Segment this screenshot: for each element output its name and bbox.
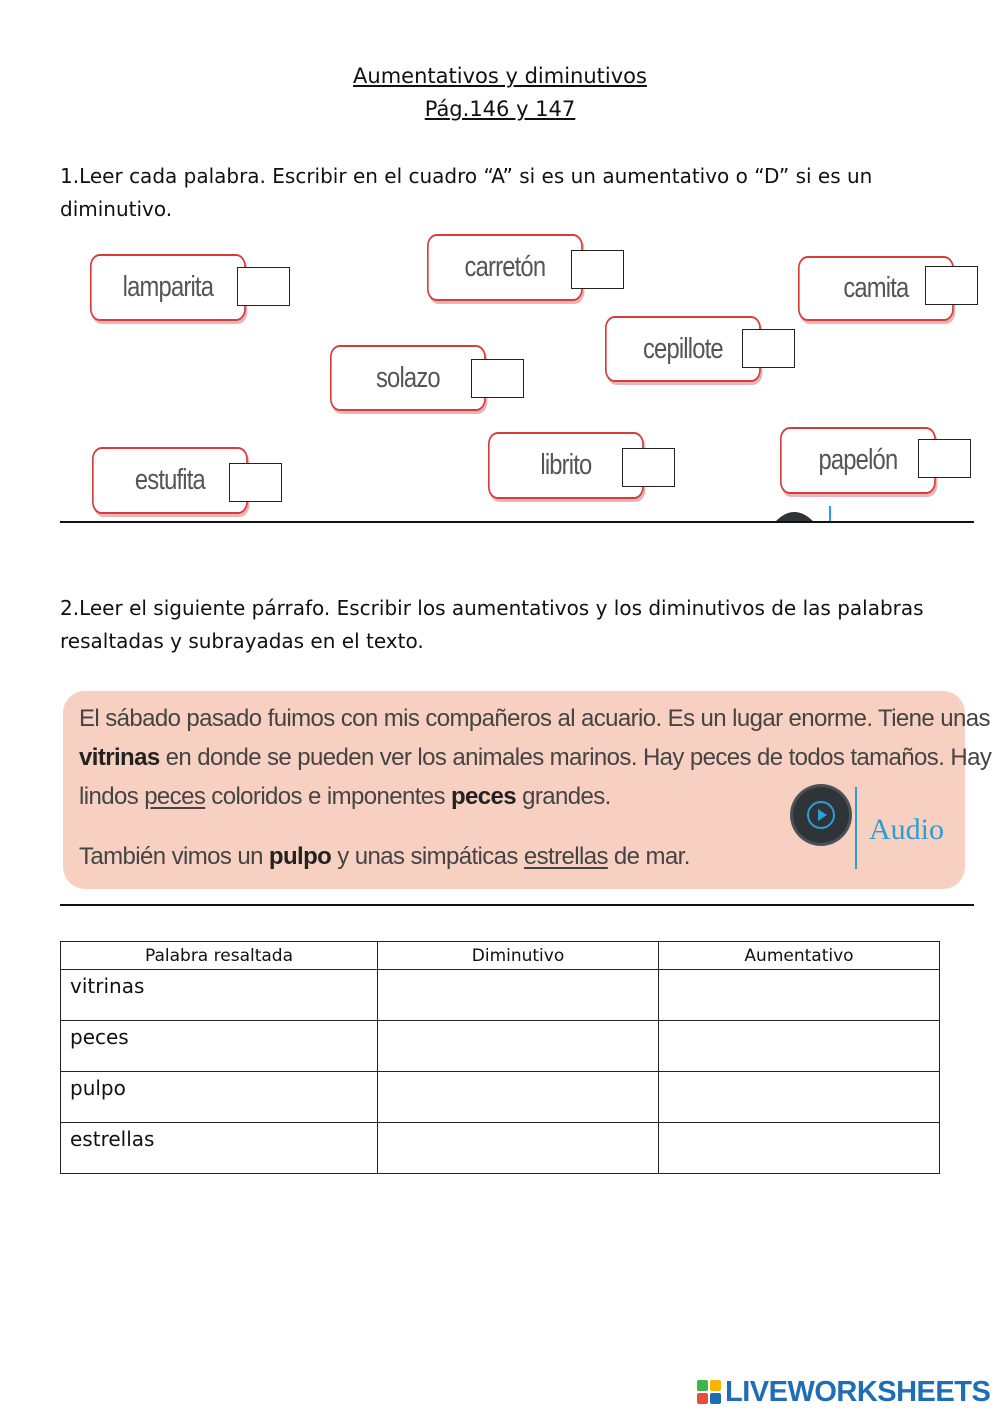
answer-box[interactable]	[237, 267, 290, 306]
word-cell: pulpo	[61, 1072, 378, 1123]
table-row	[61, 1021, 940, 1072]
word-card: lamparita	[90, 254, 246, 321]
diminutive-input[interactable]	[378, 1123, 659, 1174]
table-row	[61, 1072, 940, 1123]
audio-label[interactable]: Audio	[869, 813, 944, 846]
column-header: Aumentativo	[659, 942, 940, 970]
column-header: Palabra resaltada	[61, 942, 378, 970]
exercise1-instruction: 1.Leer cada palabra. Escribir en el cuadro “A” si es un aumentativo o “D” si es un diminutivo.	[60, 164, 873, 221]
augmentative-input[interactable]	[659, 1021, 940, 1072]
passage-line: lindos peces coloridos e imponentes peces grandes.	[79, 783, 611, 810]
word-card: papelón	[780, 427, 936, 494]
page-reference: Pág.146 y 147	[424, 97, 576, 121]
diminutive-input[interactable]	[378, 1021, 659, 1072]
cropped-audio-icon	[772, 500, 842, 522]
answer-box[interactable]	[471, 359, 524, 398]
highlighted-word: peces	[450, 783, 517, 810]
table-row	[61, 970, 940, 1021]
word-cell: peces	[61, 1021, 378, 1072]
logo-text: LIVEWORKSHEETS	[725, 1376, 991, 1408]
audio-play-button[interactable]	[793, 787, 849, 843]
table-header-row	[61, 942, 940, 970]
table-row	[61, 1123, 940, 1174]
play-icon	[807, 801, 835, 829]
answer-box[interactable]	[622, 448, 675, 487]
reading-passage	[63, 691, 992, 889]
word-card: camita	[798, 256, 954, 321]
highlighted-word: vitrinas	[79, 744, 160, 771]
section-divider	[60, 521, 974, 523]
worksheet-title: Aumentativos y diminutivos	[353, 64, 647, 88]
underlined-word: peces	[144, 783, 206, 810]
diminutive-input[interactable]	[378, 970, 659, 1021]
diminutive-input[interactable]	[378, 1072, 659, 1123]
passage-line: vitrinas en donde se pueden ver los animales marinos. Hay peces de todos tamaños. Hay	[79, 744, 992, 771]
augmentative-input[interactable]	[659, 1123, 940, 1174]
answer-box[interactable]	[229, 463, 282, 502]
word-cell: estrellas	[61, 1123, 378, 1174]
passage-line: También vimos un pulpo y unas simpáticas estrellas de mar.	[79, 843, 690, 870]
logo-icon	[697, 1380, 723, 1406]
liveworksheets-logo	[697, 1376, 990, 1409]
answer-box[interactable]	[742, 329, 795, 368]
word-card: estufita	[92, 447, 248, 514]
section-divider	[60, 904, 974, 906]
word-card: solazo	[330, 345, 486, 411]
column-header: Diminutivo	[378, 942, 659, 970]
underlined-word: estrellas	[523, 843, 608, 870]
augmentative-input[interactable]	[659, 1072, 940, 1123]
answer-box[interactable]	[571, 250, 624, 289]
word-card: cepillote	[605, 316, 761, 382]
augmentative-input[interactable]	[659, 970, 940, 1021]
word-cell: vitrinas	[61, 970, 378, 1021]
answer-table	[60, 941, 940, 1174]
exercise2-instruction: 2.Leer el siguiente párrafo. Escribir los aumentativos y los diminutivos de las palabras resaltadas y subrayadas en el texto.	[60, 596, 924, 653]
answer-box[interactable]	[918, 439, 971, 478]
answer-box[interactable]	[925, 266, 978, 305]
passage-line: El sábado pasado fuimos con mis compañeros al acuario. Es un lugar enorme. Tiene unas	[79, 705, 990, 732]
word-card: librito	[488, 432, 644, 499]
word-card: carretón	[427, 234, 583, 301]
highlighted-word: pulpo	[268, 843, 332, 870]
audio-divider	[855, 787, 857, 869]
